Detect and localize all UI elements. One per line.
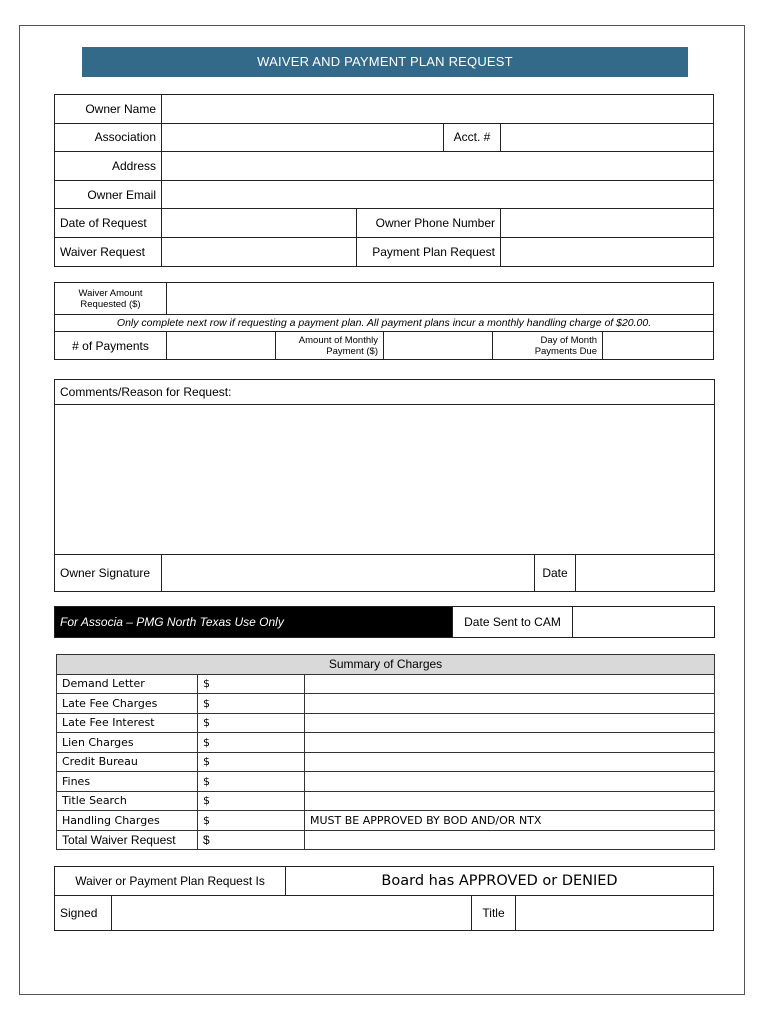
- comments-table: [54, 379, 715, 592]
- title-label: Title: [472, 896, 516, 931]
- waiver-amount-field[interactable]: [167, 283, 714, 315]
- charge-label: Lien Charges: [57, 733, 198, 753]
- office-use-label: For Associa – PMG North Texas Use Only: [55, 607, 453, 638]
- acct-field[interactable]: [501, 123, 714, 152]
- decision-table: [54, 866, 714, 931]
- payment-plan-request-field[interactable]: [501, 237, 714, 266]
- table-row: [57, 772, 715, 792]
- monthly-amount-field[interactable]: [384, 332, 493, 360]
- table-row: [57, 733, 715, 753]
- charge-note[interactable]: [305, 791, 715, 811]
- charge-note[interactable]: [305, 752, 715, 772]
- summary-table: [56, 654, 715, 850]
- charge-label: Credit Bureau: [57, 752, 198, 772]
- charge-note[interactable]: [305, 674, 715, 694]
- owner-email-label: Owner Email: [55, 180, 162, 209]
- total-waiver-amount[interactable]: $: [198, 830, 305, 850]
- owner-signature-label: Owner Signature: [55, 555, 162, 592]
- total-row: [57, 830, 715, 850]
- waiver-request-label: Waiver Request: [55, 237, 162, 266]
- address-field[interactable]: [162, 152, 714, 181]
- charge-amount[interactable]: $: [198, 733, 305, 753]
- owner-signature-field[interactable]: [162, 555, 535, 592]
- charge-note[interactable]: [305, 733, 715, 753]
- date-sent-field[interactable]: [573, 607, 715, 638]
- monthly-amount-label: Amount of Monthly Payment ($): [276, 332, 384, 360]
- comments-label: Comments/Reason for Request:: [55, 380, 715, 405]
- waiver-amount-label: Waiver Amount Requested ($): [55, 283, 167, 315]
- office-use-table: [54, 606, 715, 638]
- date-of-request-label: Date of Request: [55, 209, 162, 238]
- signature-date-label: Date: [535, 555, 576, 592]
- title-field[interactable]: [516, 896, 714, 931]
- signature-date-field[interactable]: [576, 555, 715, 592]
- table-row: [57, 811, 715, 831]
- association-field[interactable]: [162, 123, 444, 152]
- charge-note[interactable]: [305, 713, 715, 733]
- owner-info-table: [54, 94, 714, 267]
- waiver-request-field[interactable]: [162, 237, 357, 266]
- charge-label: Fines: [57, 772, 198, 792]
- payment-plan-request-label: Payment Plan Request: [357, 237, 501, 266]
- decision-label: Waiver or Payment Plan Request Is: [55, 867, 286, 896]
- table-row: [57, 791, 715, 811]
- charge-label: Late Fee Interest: [57, 713, 198, 733]
- owner-name-field[interactable]: [162, 95, 714, 124]
- charge-note: MUST BE APPROVED BY BOD AND/OR NTX: [305, 811, 715, 831]
- num-payments-field[interactable]: [167, 332, 276, 360]
- association-label: Association: [55, 123, 162, 152]
- charge-label: Late Fee Charges: [57, 694, 198, 714]
- total-waiver-note: [305, 830, 715, 850]
- waiver-table: [54, 282, 714, 360]
- charge-note[interactable]: [305, 772, 715, 792]
- date-sent-label: Date Sent to CAM: [453, 607, 573, 638]
- day-due-label: Day of Month Payments Due: [493, 332, 603, 360]
- signed-field[interactable]: [112, 896, 472, 931]
- comments-field[interactable]: [55, 405, 715, 555]
- charge-amount[interactable]: $: [198, 713, 305, 733]
- decision-value[interactable]: Board has APPROVED or DENIED: [286, 867, 714, 896]
- table-row: [57, 674, 715, 694]
- date-of-request-field[interactable]: [162, 209, 357, 238]
- charge-amount[interactable]: $: [198, 811, 305, 831]
- owner-email-field[interactable]: [162, 180, 714, 209]
- charge-label: Demand Letter: [57, 674, 198, 694]
- charge-amount[interactable]: $: [198, 752, 305, 772]
- payment-plan-note: Only complete next row if requesting a payment plan. All payment plans incur a monthly handling charge of $20.00.: [55, 315, 714, 332]
- form-title: WAIVER AND PAYMENT PLAN REQUEST: [82, 47, 688, 77]
- charge-note[interactable]: [305, 694, 715, 714]
- address-label: Address: [55, 152, 162, 181]
- charge-amount[interactable]: $: [198, 674, 305, 694]
- table-row: [57, 694, 715, 714]
- owner-phone-field[interactable]: [501, 209, 714, 238]
- day-due-field[interactable]: [603, 332, 714, 360]
- total-waiver-label: Total Waiver Request: [57, 830, 198, 850]
- table-row: [57, 713, 715, 733]
- num-payments-label: # of Payments: [55, 332, 167, 360]
- charge-label: Handling Charges: [57, 811, 198, 831]
- summary-header: Summary of Charges: [57, 655, 715, 675]
- charge-amount[interactable]: $: [198, 694, 305, 714]
- form-page: [19, 25, 745, 995]
- charge-label: Title Search: [57, 791, 198, 811]
- acct-label: Acct. #: [444, 123, 501, 152]
- charge-amount[interactable]: $: [198, 791, 305, 811]
- owner-phone-label: Owner Phone Number: [357, 209, 501, 238]
- charge-amount[interactable]: $: [198, 772, 305, 792]
- table-row: [57, 752, 715, 772]
- signed-label: Signed: [55, 896, 112, 931]
- owner-name-label: Owner Name: [55, 95, 162, 124]
